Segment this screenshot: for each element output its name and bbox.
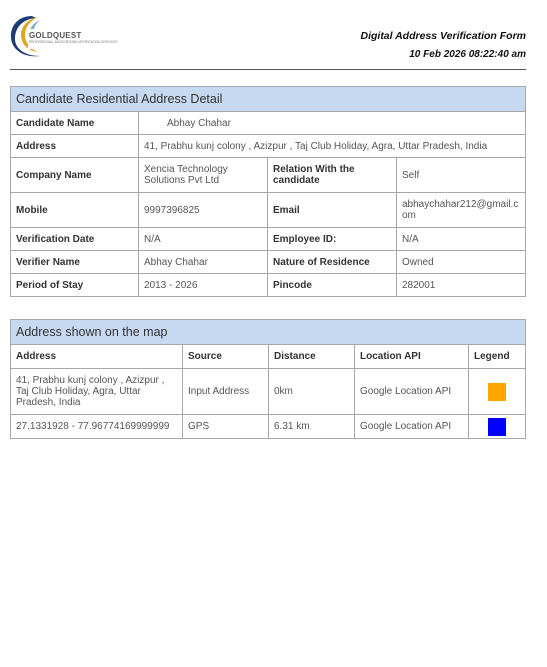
section-title: Address shown on the map <box>11 320 526 345</box>
email-value: abhaychahar212@gmail.com <box>397 193 526 228</box>
stay-label: Period of Stay <box>11 274 139 297</box>
verification-date-value: N/A <box>139 228 268 251</box>
logo-tagline: PROFESSIONAL BACKGROUND VERIFICATION SERVICES <box>29 40 118 44</box>
table-row <box>11 193 526 228</box>
column-header: Legend <box>469 345 526 369</box>
stay-value: 2013 - 2026 <box>139 274 268 297</box>
email-label: Email <box>268 193 397 228</box>
column-header: Location API <box>355 345 469 369</box>
section-header <box>11 320 526 345</box>
pincode-label: Pincode <box>268 274 397 297</box>
section-title: Candidate Residential Address Detail <box>11 87 526 112</box>
mobile-value: 9997396825 <box>139 193 268 228</box>
api-cell: Google Location API <box>355 369 469 415</box>
table-row <box>11 228 526 251</box>
company-value: Xencia Technology Solutions Pvt Ltd <box>139 158 268 193</box>
form-title: Digital Address Verification Form <box>360 30 526 42</box>
map-address-cell: 41, Prabhu kunj colony , Azizpur , Taj Club Holiday, Agra, Uttar Pradesh, India <box>11 369 183 415</box>
employee-id-label: Employee ID: <box>268 228 397 251</box>
source-cell: GPS <box>183 415 269 439</box>
form-datetime: 10 Feb 2026 08:22:40 am <box>409 49 526 60</box>
candidate-name-label: Candidate Name <box>11 112 139 135</box>
logo-wordmark: GOLDQUEST <box>29 31 82 40</box>
verifier-value: Abhay Chahar <box>139 251 268 274</box>
page-header <box>10 10 526 70</box>
verification-date-label: Verification Date <box>11 228 139 251</box>
legend-swatch <box>488 418 506 436</box>
pincode-value: 282001 <box>397 274 526 297</box>
header-divider <box>10 69 526 70</box>
section-header <box>11 87 526 112</box>
table-row <box>11 112 526 135</box>
table-row <box>11 369 526 415</box>
relation-label: Relation With the candidate <box>268 158 397 193</box>
legend-swatch <box>488 383 506 401</box>
mobile-label: Mobile <box>11 193 139 228</box>
residence-label: Nature of Residence <box>268 251 397 274</box>
relation-value: Self <box>397 158 526 193</box>
company-label: Company Name <box>11 158 139 193</box>
legend-cell <box>469 415 526 439</box>
table-row <box>11 135 526 158</box>
source-cell: Input Address <box>183 369 269 415</box>
employee-id-value: N/A <box>397 228 526 251</box>
column-header: Address <box>11 345 183 369</box>
address-value: 41, Prabhu kunj colony , Azizpur , Taj Club Holiday, Agra, Uttar Pradesh, India <box>139 135 526 158</box>
candidate-name-value: Abhay Chahar <box>139 112 526 135</box>
table-row <box>11 415 526 439</box>
column-header: Distance <box>269 345 355 369</box>
map-address-table <box>10 319 526 439</box>
company-logo <box>10 14 118 58</box>
column-header: Source <box>183 345 269 369</box>
table-row <box>11 251 526 274</box>
legend-cell <box>469 369 526 415</box>
map-address-cell: 27.1331928 - 77.96774169999999 <box>11 415 183 439</box>
residence-value: Owned <box>397 251 526 274</box>
candidate-detail-table <box>10 86 526 297</box>
api-cell: Google Location API <box>355 415 469 439</box>
distance-cell: 0km <box>269 369 355 415</box>
address-label: Address <box>11 135 139 158</box>
distance-cell: 6.31 km <box>269 415 355 439</box>
verifier-label: Verifier Name <box>11 251 139 274</box>
table-row <box>11 158 526 193</box>
table-header-row <box>11 345 526 369</box>
table-row <box>11 274 526 297</box>
